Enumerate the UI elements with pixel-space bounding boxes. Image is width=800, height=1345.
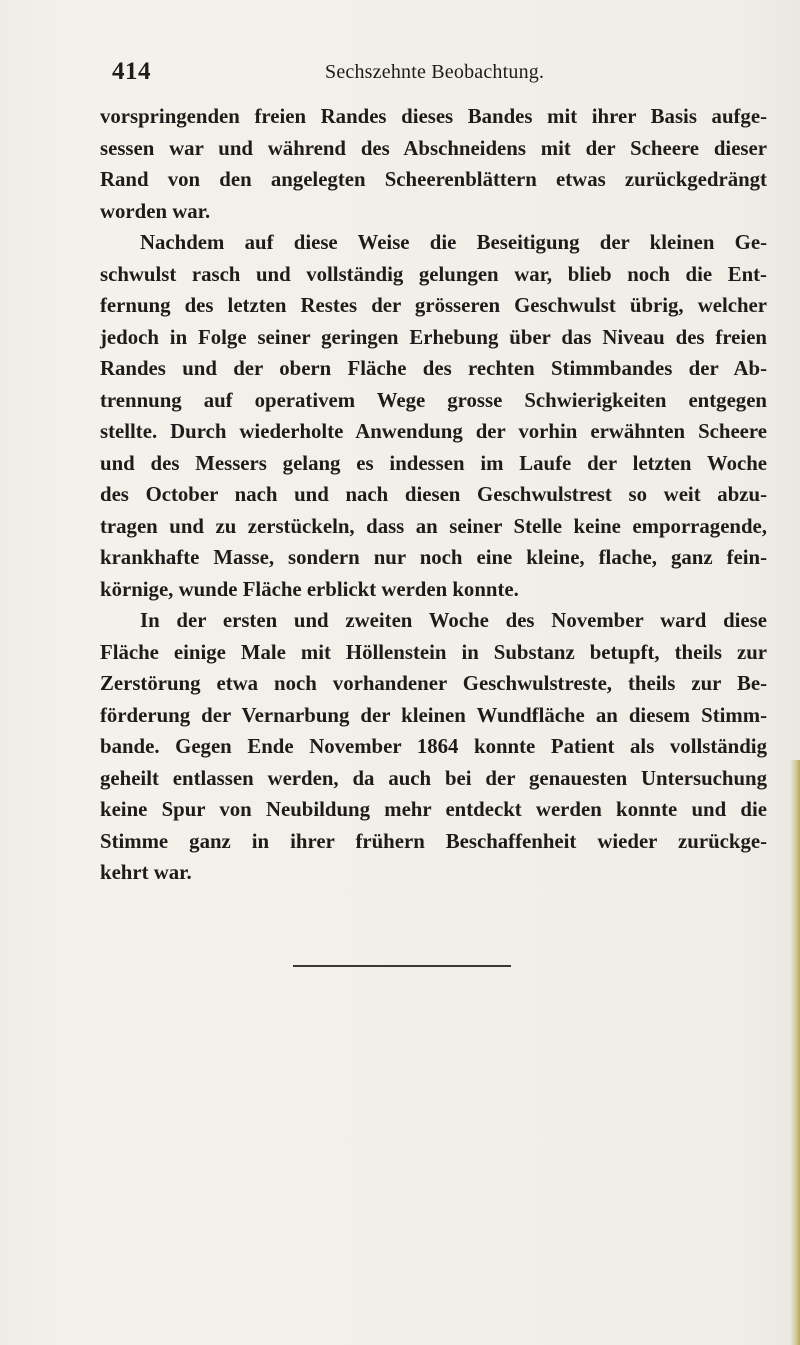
text-line: bande. Gegen Ende November 1864 konnte Patient als vollständig (100, 735, 767, 758)
text-line: tragen und zu zerstückeln, dass an seiner Stelle keine emporragende, (100, 514, 767, 538)
text-line: und des Messers gelang es indessen im Laufe der letzten Woche (100, 451, 767, 475)
text-line: Nachdem auf diese Weise die Beseitigung der kleinen Ge- (140, 231, 767, 254)
text-line: In der ersten und zweiten Woche des November ward diese (140, 609, 767, 632)
text-line: kehrt war. (100, 861, 192, 884)
text-line: Stimme ganz in ihrer frühern Beschaffenheit wieder zurückge- (100, 829, 767, 853)
text-line: stellte. Durch wiederholte Anwendung der vorhin erwähnten Scheere (100, 420, 767, 443)
text-line: Zerstörung etwa noch vorhandener Geschwulstreste, theils zur Be- (100, 672, 767, 695)
text-line: keine Spur von Neubildung mehr entdeckt werden konnte und die (100, 798, 767, 821)
text-line: Randes und der obern Fläche des rechten Stimmbandes der Ab- (100, 357, 767, 380)
text-line: fernung des letzten Restes der grösseren Geschwulst übrig, welcher (100, 294, 767, 317)
text-line: Rand von den angelegten Scheerenblättern etwas zurückgedrängt (100, 168, 767, 191)
text-line: Fläche einige Male mit Höllenstein in Substanz betupft, theils zur (100, 640, 767, 664)
text-line: des October nach und nach diesen Geschwulstrest so weit abzu- (100, 483, 767, 506)
text-line: körnige, wunde Fläche erblickt werden konnte. (100, 577, 519, 601)
text-line: worden war. (100, 199, 211, 223)
text-line: vorspringenden freien Randes dieses Bandes mit ihrer Basis aufge- (100, 105, 767, 128)
text-line: sessen war und während des Abschneidens mit der Scheere dieser (100, 136, 767, 160)
page-edge-discoloration (790, 760, 800, 1345)
text-line: schwulst rasch und vollständig gelungen war, blieb noch die Ent- (100, 262, 767, 286)
text-line: förderung der Vernarbung der kleinen Wundfläche an diesem Stimm- (100, 703, 767, 727)
body-text (100, 101, 767, 889)
page-header (0, 58, 800, 90)
text-line: krankhafte Masse, sondern nur noch eine kleine, flache, ganz fein- (100, 546, 767, 569)
page-number: 414 (112, 58, 151, 85)
text-line: jedoch in Folge seiner geringen Erhebung über das Niveau des freien (100, 325, 767, 349)
running-head: Sechszehnte Beobachtung. (325, 61, 545, 83)
section-separator-rule (293, 965, 511, 967)
text-line: trennung auf operativem Wege grosse Schwierigkeiten entgegen (100, 388, 767, 412)
text-line: geheilt entlassen werden, da auch bei der genauesten Untersuchung (100, 766, 767, 790)
